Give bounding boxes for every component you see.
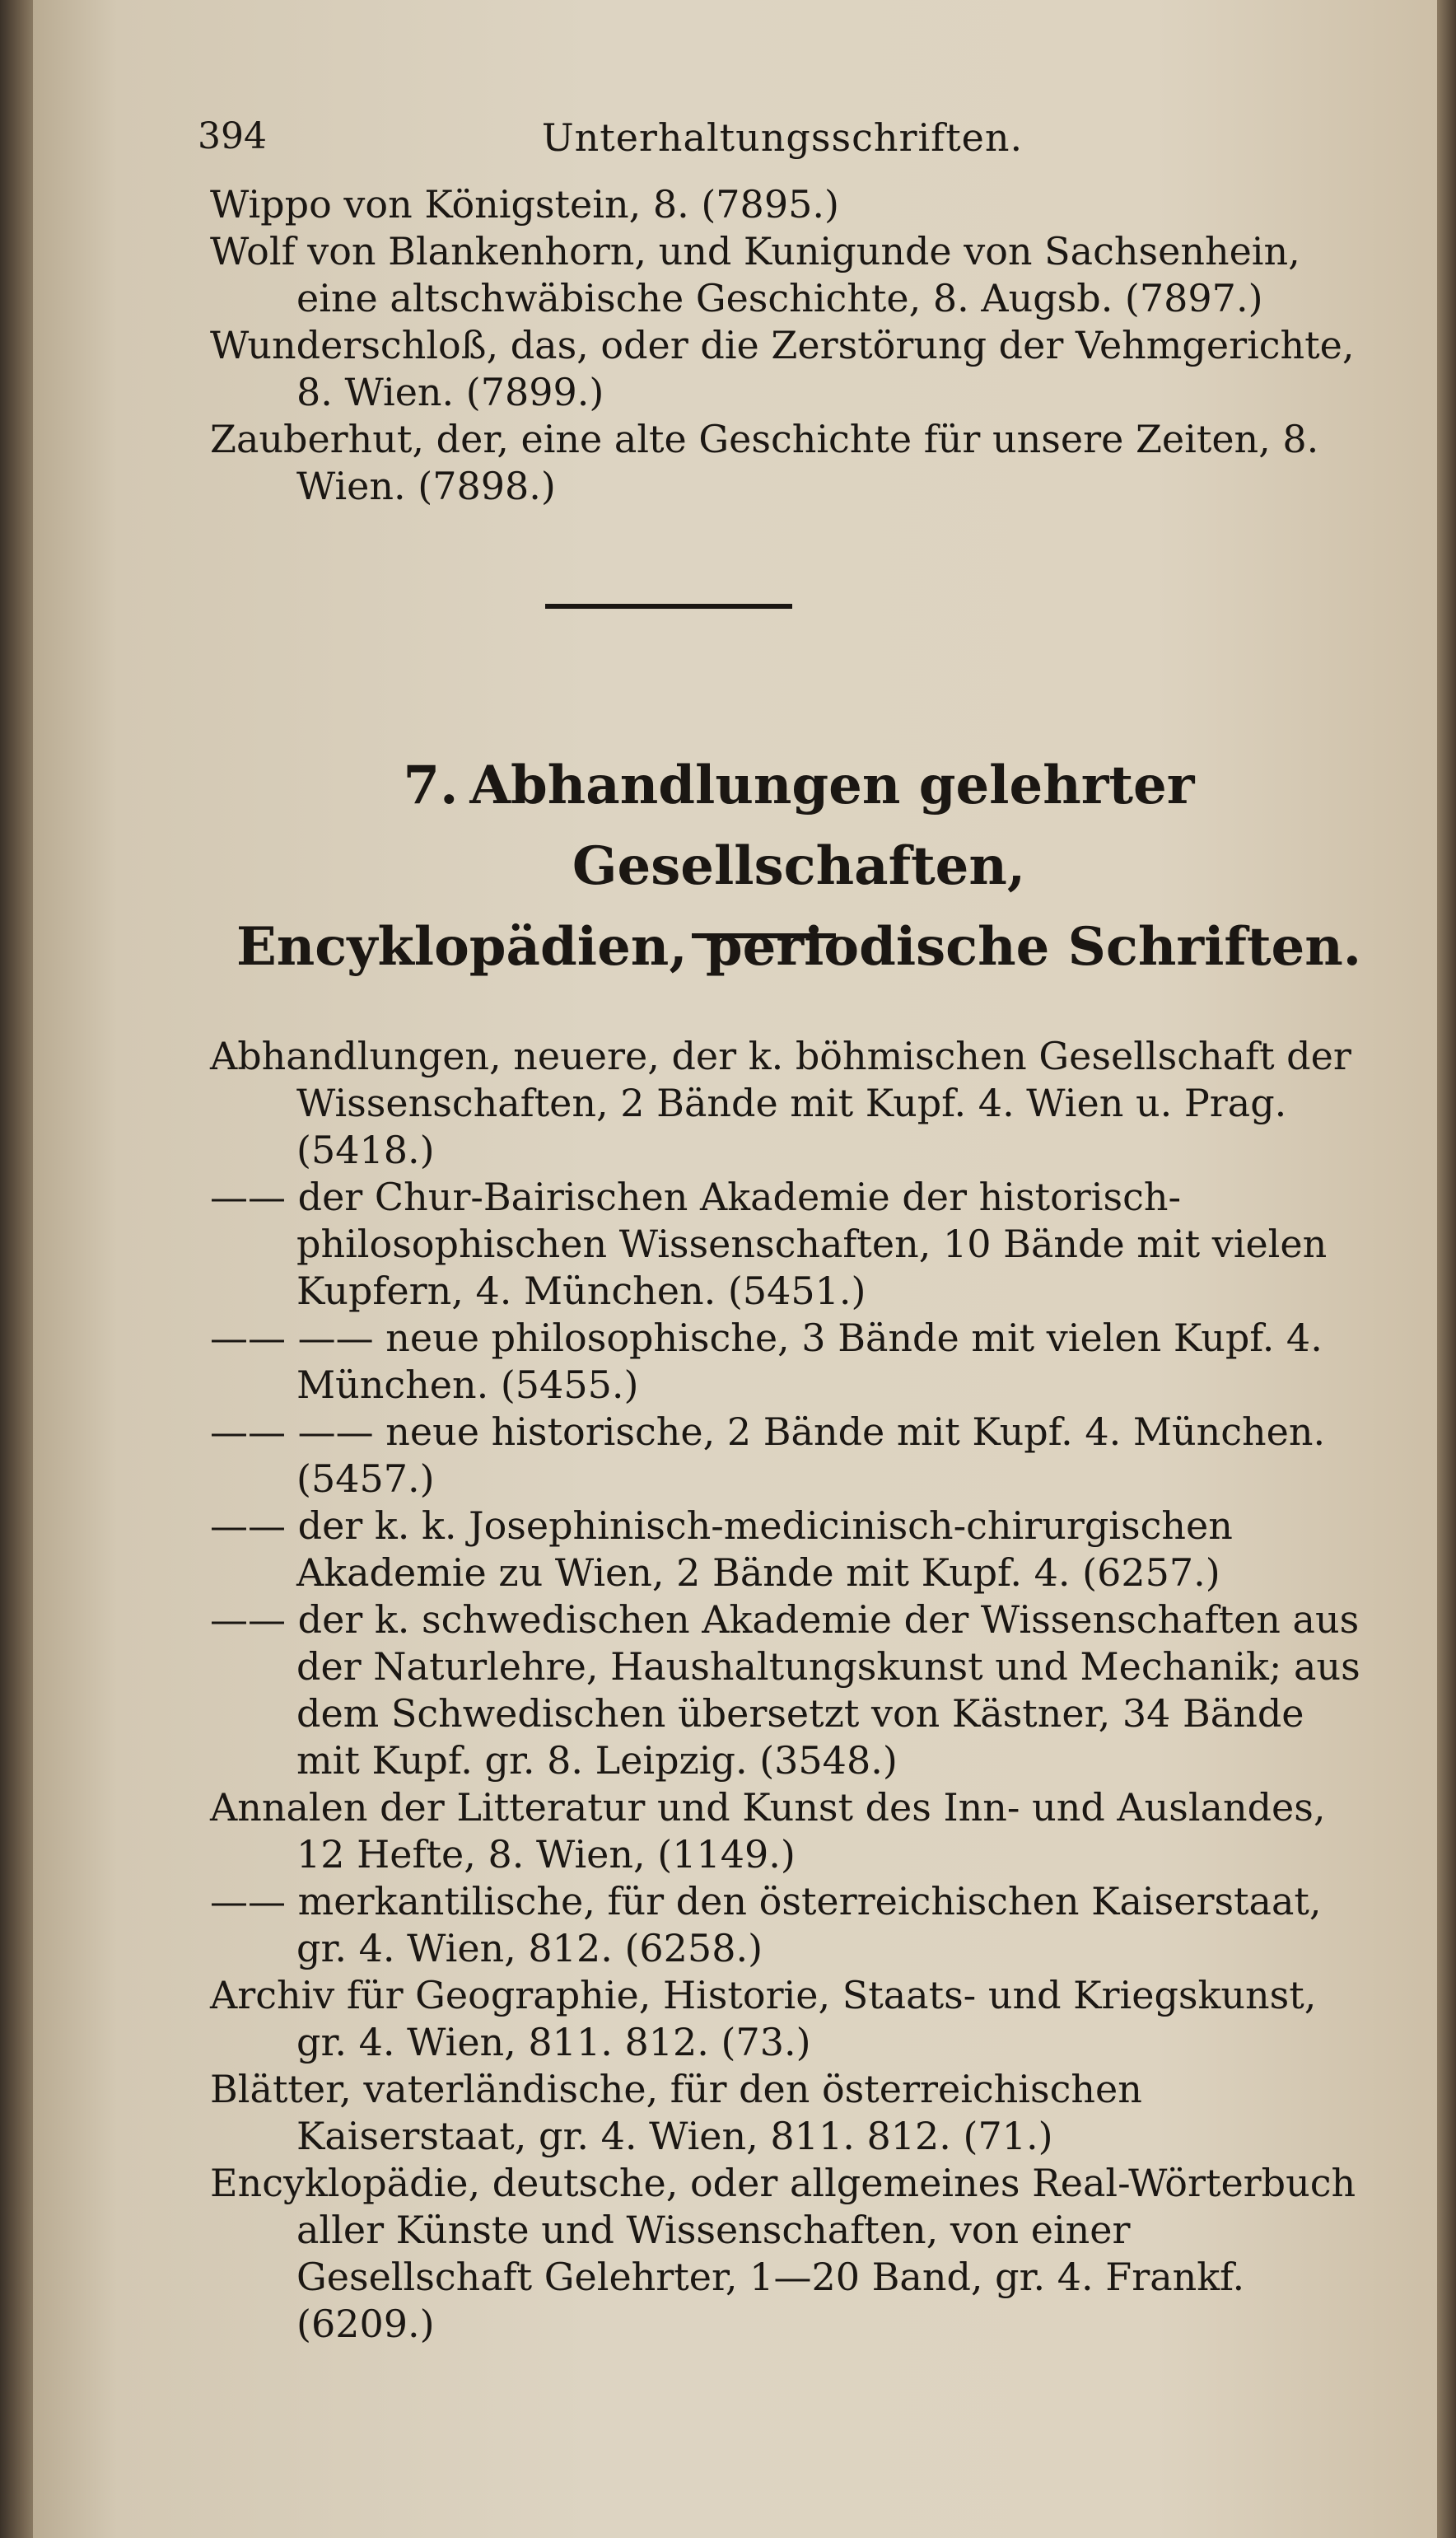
entry: Archiv für Geographie, Historie, Staats- und Kriegskunst, gr. 4. Wien, 811. 812. (73.) xyxy=(210,1973,1317,2064)
section-title-line-1: Abhandlungen gelehrter Gesellschaften, xyxy=(469,755,1195,897)
section-number: 7. xyxy=(403,755,459,816)
entry: Annalen der Litteratur und Kunst des Inn- und Auslandes, 12 Hefte, 8. Wien, (1149.) xyxy=(210,1785,1326,1877)
divider-rule xyxy=(545,604,792,609)
section-heading xyxy=(231,746,1367,988)
entry: —— der Chur-Bairischen Akademie der historisch-philosophischen Wissenschaften, 10 Bände mit vielen Kupfern, 4. München. (5451.) xyxy=(210,1175,1328,1313)
short-divider-rule xyxy=(692,933,836,938)
book-gutter xyxy=(0,0,33,2538)
entry: Encyklopädie, deutsche, oder allgemeines Real-Wörterbuch aller Künste und Wissenschaften, von einer Gesellschaft Gelehrter, 1—20 Band, gr. 4. Frankf. (6209.) xyxy=(210,2161,1356,2346)
section-title-line-2: Encyklopädien, periodische Schriften. xyxy=(236,916,1362,978)
entry: —— der k. schwedischen Akademie der Wissenschaften aus der Naturlehre, Haushaltungskunst und Mechanik; aus dem Schwedischen übersetzt von Kästner, 34 Bände mit Kupf. gr. 8. Leipzig. (3548.) xyxy=(210,1597,1360,1783)
entry: —— der k. k. Josephinisch-medicinisch-chirurgischen Akademie zu Wien, 2 Bände mit Kupf. 4. (6257.) xyxy=(210,1503,1233,1595)
entry: Wunderschloß, das, oder die Zerstörung der Vehmgerichte, 8. Wien. (7899.) xyxy=(210,323,1355,414)
running-title: Unterhaltungsschriften. xyxy=(541,115,1024,160)
book-page xyxy=(33,0,1437,2538)
entry: Blätter, vaterländische, für den österreichischen Kaiserstaat, gr. 4. Wien, 811. 812. (71.) xyxy=(210,2067,1142,2158)
entry: Wolf von Blankenhorn, und Kunigunde von Sachsenhein, eine altschwäbische Geschichte, 8. Augsb. (7897.) xyxy=(210,229,1300,320)
entry: —— merkantilische, für den österreichischen Kaiserstaat, gr. 4. Wien, 812. (6258.) xyxy=(210,1879,1322,1970)
entry: —— —— neue historische, 2 Bände mit Kupf. 4. München. (5457.) xyxy=(210,1409,1326,1501)
entry-list-bottom xyxy=(210,1033,1363,2348)
page-number: 394 xyxy=(198,115,267,157)
running-header xyxy=(198,115,1367,165)
entry-list-top xyxy=(210,181,1363,510)
entry: Zauberhut, der, eine alte Geschichte für unsere Zeiten, 8. Wien. (7898.) xyxy=(210,417,1319,508)
entry: Abhandlungen, neuere, der k. böhmischen Gesellschaft der Wissenschaften, 2 Bände mit Kupf. 4. Wien u. Prag. (5418.) xyxy=(210,1034,1351,1172)
page-edge xyxy=(1437,0,1456,2538)
entry: —— —— neue philosophische, 3 Bände mit vielen Kupf. 4. München. (5455.) xyxy=(210,1316,1323,1407)
entry: Wippo von Königstein, 8. (7895.) xyxy=(210,182,839,227)
